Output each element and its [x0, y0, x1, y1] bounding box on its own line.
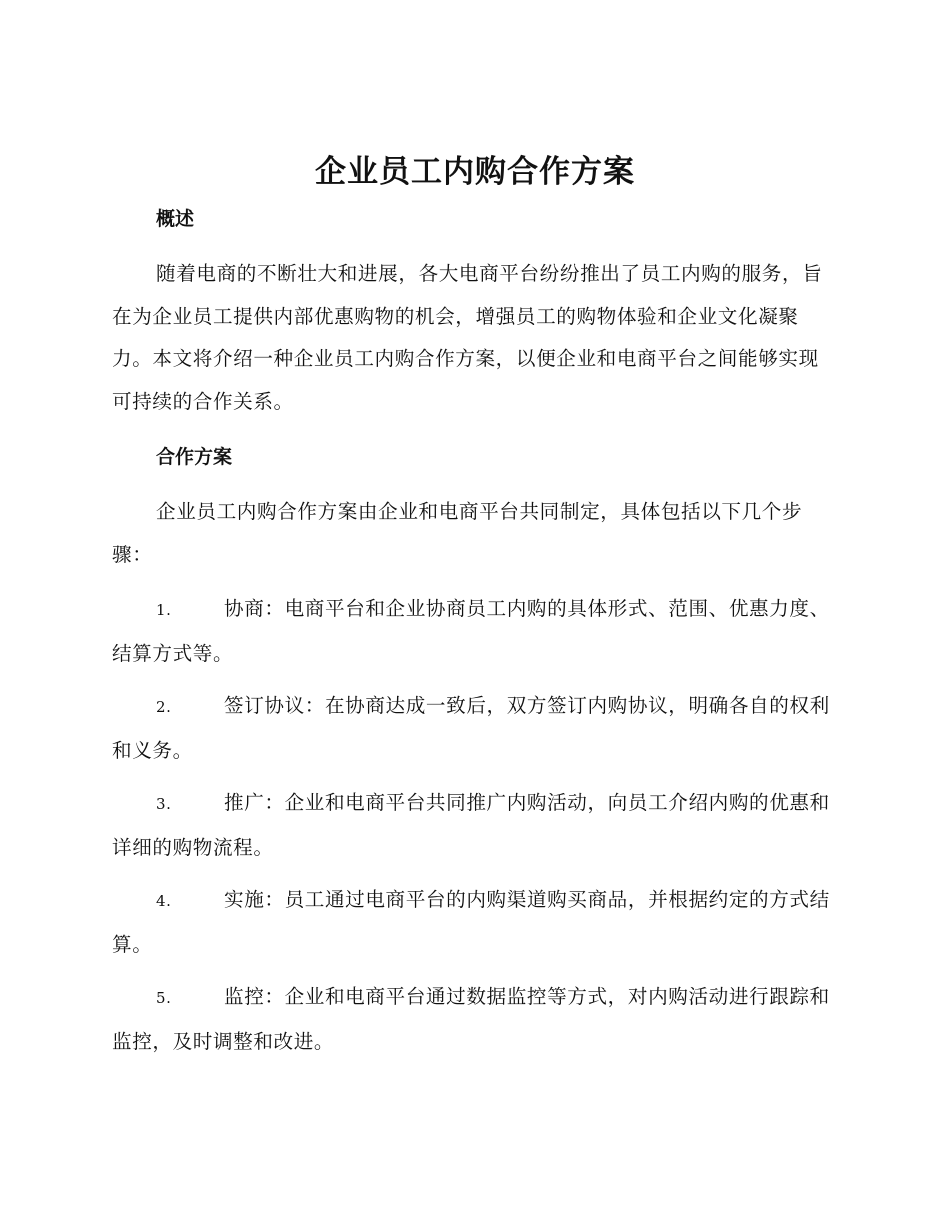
list-item-text: 监控：企业和电商平台通过数据监控等方式，对内购活动进行跟踪和监控，及时调整和改进。 — [112, 985, 830, 1053]
section-heading-overview: 概述 — [156, 208, 195, 230]
document-title: 企业员工内购合作方案 — [315, 154, 635, 190]
list-item-number: 1. — [156, 601, 172, 619]
list-item — [112, 684, 834, 773]
list-item-number: 4. — [156, 892, 172, 910]
list-item-text: 签订协议：在协商达成一致后，双方签订内购协议，明确各自的权利和义务。 — [112, 694, 830, 762]
list-item — [112, 587, 834, 676]
list-item-number: 5. — [156, 989, 172, 1007]
list-item — [112, 781, 834, 870]
section-heading-cooperation-plan: 合作方案 — [156, 446, 233, 468]
list-item-number: 3. — [156, 795, 172, 813]
list-item — [112, 878, 834, 967]
list-item-text: 推广：企业和电商平台共同推广内购活动，向员工介绍内购的优惠和详细的购物流程。 — [112, 791, 830, 859]
cooperation-intro-paragraph: 企业员工内购合作方案由企业和电商平台共同制定，具体包括以下几个步骤： — [112, 500, 803, 566]
list-item-text: 协商：电商平台和企业协商员工内购的具体形式、范围、优惠力度、结算方式等。 — [112, 597, 830, 665]
list-item — [112, 975, 834, 1064]
overview-paragraph: 随着电商的不断壮大和进展，各大电商平台纷纷推出了员工内购的服务，旨在为企业员工提供内部优惠购物的机会，增强员工的购物体验和企业文化凝聚力。本文将介绍一种企业员工内购合作方案，以便企业和电商平台之间能够实现可持续的合作关系。 — [112, 262, 823, 413]
list-item-number: 2. — [156, 698, 172, 716]
list-item-text: 实施：员工通过电商平台的内购渠道购买商品，并根据约定的方式结算。 — [112, 888, 830, 956]
